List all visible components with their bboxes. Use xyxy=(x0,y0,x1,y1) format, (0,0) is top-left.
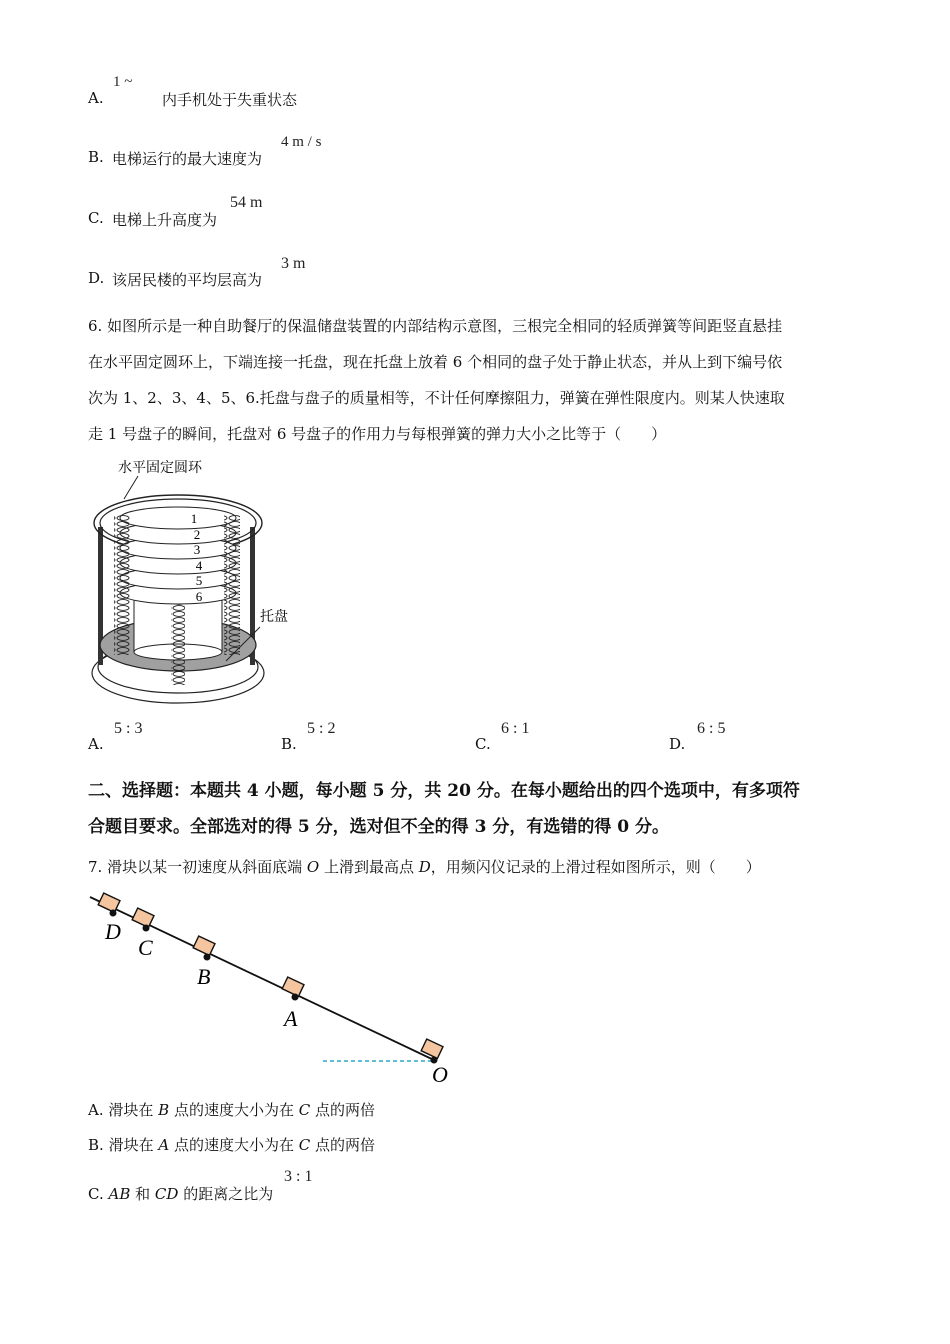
q7-option-var: CD xyxy=(154,1185,179,1203)
tray-label: 托盘 xyxy=(260,610,288,625)
q5-option-d-math: 3 m xyxy=(281,255,306,272)
q6-option-a-math: 5 : 3 xyxy=(114,720,143,737)
block-at-C xyxy=(132,908,154,927)
plate-number: 4 xyxy=(195,558,203,573)
q7-option-var: C xyxy=(298,1136,311,1154)
q7-stem-var: O xyxy=(306,858,320,876)
block-at-A xyxy=(282,977,304,996)
q6-option-b-letter: B. xyxy=(281,735,297,753)
q7-option-c xyxy=(88,1183,273,1204)
q6-option-c-letter: C. xyxy=(475,735,491,753)
q7-stem-var: D xyxy=(418,858,431,876)
q7-option-var: A xyxy=(158,1136,170,1154)
q5-option-c-math: 54 m xyxy=(230,194,263,211)
label-C: C xyxy=(138,935,153,960)
q7-option-letter: C. xyxy=(88,1185,104,1203)
q5-option-b-text: 电梯运行的最大速度为 xyxy=(112,150,263,168)
q6-stem xyxy=(88,308,868,452)
point-B xyxy=(204,954,211,961)
q7-option-text: 点的速度大小为在 xyxy=(169,1101,299,1119)
q7-option-letter: A. xyxy=(88,1101,104,1119)
plate-1 xyxy=(120,507,236,529)
q7-option-b xyxy=(88,1134,375,1155)
plate-number: 5 xyxy=(195,573,203,588)
section-2-header xyxy=(88,773,878,845)
label-D: D xyxy=(105,919,121,944)
q7-stem-text: ，用频闪仪记录的上滑过程如图所示，则（ ） xyxy=(430,858,761,876)
q7-option-a xyxy=(88,1099,375,1120)
spring-right xyxy=(224,515,240,655)
q6-stem-line: 次为 1、2、3、4、5、6.托盘与盘子的质量相等，不计任何摩擦阻力，弹簧在弹性限度内。则某人快速取 xyxy=(88,389,785,407)
q6-option-d-letter: D. xyxy=(669,735,686,753)
ring-label: 水平固定圆环 xyxy=(118,461,202,476)
q6-stem-line: 走 1 号盘子的瞬间，托盘对 6 号盘子的作用力与每根弹簧的弹力大小之比等于（ ） xyxy=(88,425,667,443)
spring-left xyxy=(114,515,130,655)
q6-option-c-math: 6 : 1 xyxy=(501,720,530,737)
plate-number: 6 xyxy=(195,589,203,604)
q5-option-a-text: 内手机处于失重状态 xyxy=(162,91,298,109)
point-D xyxy=(110,910,117,917)
q6-stem-line: 在水平固定圆环上，下端连接一托盘，现在托盘上放着 6 个相同的盘子处于静止状态，并从上到下编号依 xyxy=(88,353,783,371)
label-B: B xyxy=(197,964,211,989)
q7-option-var: C xyxy=(298,1101,311,1119)
q7-option-var: AB xyxy=(108,1185,131,1203)
plate-number: 1 xyxy=(190,511,198,526)
q7-stem-text: 上滑到最高点 xyxy=(319,858,419,876)
q7-stem xyxy=(88,856,761,877)
plates xyxy=(120,507,236,604)
q5-option-b-letter: B. xyxy=(88,148,104,166)
q5-option-a-math: 1 ~ xyxy=(113,74,133,90)
q7-option-text: 和 xyxy=(130,1185,155,1203)
q5-option-d-letter: D. xyxy=(88,269,105,287)
q5-option-d-text: 该居民楼的平均层高为 xyxy=(112,271,263,289)
q7-option-var: B xyxy=(158,1101,170,1119)
q7-figure-incline xyxy=(88,885,460,1090)
q7-option-letter: B. xyxy=(88,1136,104,1154)
plate-number: 3 xyxy=(193,542,201,557)
q5-option-b-math: 4 m / s xyxy=(281,134,322,150)
q6-option-b-math: 5 : 2 xyxy=(307,720,336,737)
q7-option-text: 滑块在 xyxy=(108,1136,159,1154)
q7-option-text: 点的速度大小为在 xyxy=(169,1136,299,1154)
q7-option-text: 点的两倍 xyxy=(310,1101,376,1119)
q6-option-d-math: 6 : 5 xyxy=(697,720,726,737)
q6-option-a-letter: A. xyxy=(88,735,104,753)
label-O: O xyxy=(432,1062,448,1087)
q7-option-text: 滑块在 xyxy=(108,1101,159,1119)
q7-stem-text: 7. 滑块以某一初速度从斜面底端 xyxy=(88,858,307,876)
q7-option-text: 点的两倍 xyxy=(310,1136,376,1154)
q5-option-c-text: 电梯上升高度为 xyxy=(112,211,218,229)
q7-option-text: 的距离之比为 xyxy=(178,1185,274,1203)
block-at-B xyxy=(193,936,215,955)
section-2-line: 合题目要求。全部选对的得 5 分，选对但不全的得 3 分，有选错的得 0 分。 xyxy=(88,817,669,837)
q5-option-c-letter: C. xyxy=(88,209,104,227)
section-2-line: 二、选择题：本题共 4 小题，每小题 5 分，共 20 分。在每小题给出的四个选项中，有多项符 xyxy=(88,781,800,801)
plate-number: 2 xyxy=(193,527,201,542)
ring-label-leader xyxy=(124,476,138,499)
q5-option-a-letter: A. xyxy=(88,89,104,107)
q6-figure-storage-device xyxy=(88,455,288,710)
q6-stem-line: 6. 如图所示是一种自助餐厅的保温储盘装置的内部结构示意图，三根完全相同的轻质弹簧等间距竖直悬挂 xyxy=(88,317,783,335)
label-A: A xyxy=(284,1006,298,1031)
point-A xyxy=(292,994,299,1001)
q7-option-c-math: 3 : 1 xyxy=(284,1168,313,1185)
point-C xyxy=(143,925,150,932)
